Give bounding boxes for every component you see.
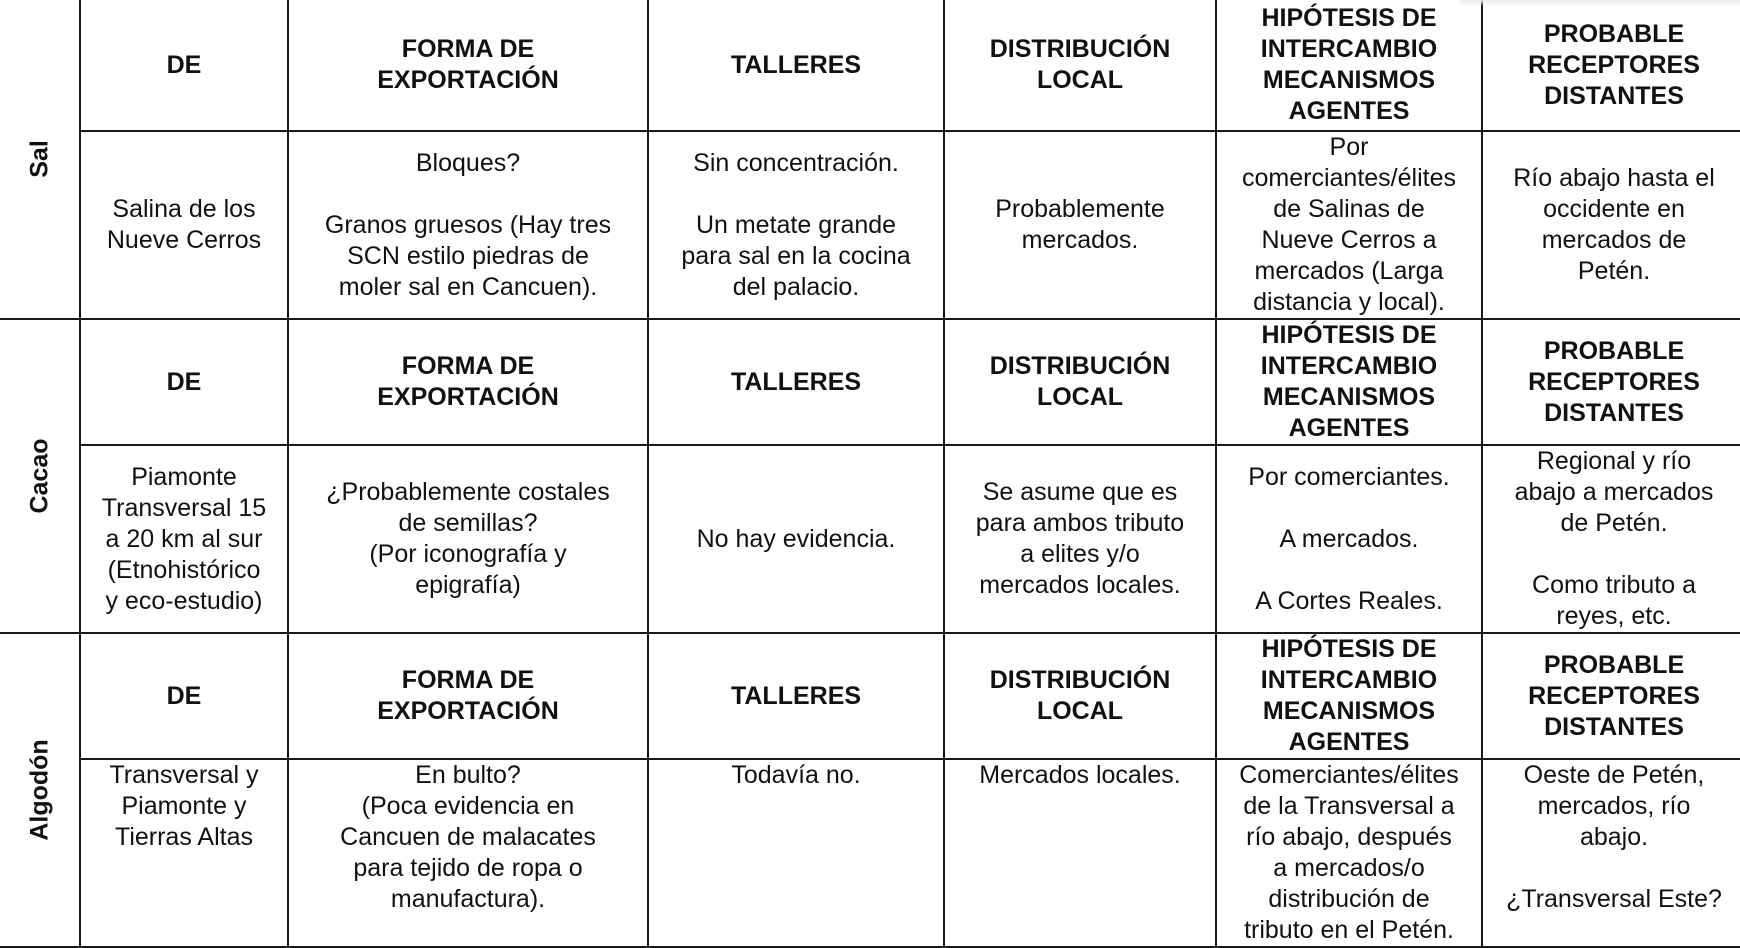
text-line: mercados (Larga (1254, 257, 1444, 285)
text-line: Transversal y (109, 761, 259, 789)
section-label: Sal (25, 140, 53, 178)
text-line (1221, 493, 1477, 524)
text-line: distribución de (1268, 885, 1430, 913)
cell-distribucion-local (944, 759, 1216, 947)
section-label: Cacao (25, 438, 53, 514)
header-talleres (648, 319, 944, 445)
header-hipotesis-intercambio (1216, 319, 1482, 445)
text-line (1221, 555, 1477, 586)
text-line: Piamonte y (121, 792, 247, 820)
text-line: Transversal 15 (101, 493, 267, 522)
cell-hipotesis-intercambio (1216, 445, 1482, 633)
text-line: AGENTES (1288, 728, 1410, 756)
text-line: Todavía no. (731, 761, 861, 789)
cell-hipotesis-intercambio (1216, 759, 1482, 947)
text-line: Un metate grande (695, 210, 897, 239)
cell-de (80, 759, 288, 947)
header-forma-exportacion (288, 633, 648, 759)
text-line: MECANISMOS (1262, 383, 1436, 411)
text-line: LOCAL (1036, 66, 1124, 94)
cell-talleres (648, 131, 944, 319)
text-line: Mercados locales. (979, 761, 1181, 789)
text-line (293, 179, 643, 210)
text-line: Regional y río (1536, 447, 1692, 475)
cell-forma-exportacion (288, 759, 648, 947)
text-line: MECANISMOS (1262, 697, 1436, 725)
text-line: RECEPTORES (1528, 367, 1700, 396)
header-probable-receptores (1482, 633, 1740, 759)
text-line: (Etnohistórico (107, 555, 261, 584)
text-line: EXPORTACIÓN (377, 66, 559, 94)
cell-probable-receptores (1482, 759, 1740, 947)
header-distribucion-local (944, 0, 1216, 131)
text-line: Piamonte (131, 462, 237, 491)
text-line: (Por iconografía y (369, 540, 567, 568)
header-talleres (648, 633, 944, 759)
text-line: ¿Probablemente costales (326, 478, 610, 506)
text-line: Salina de los (112, 195, 256, 223)
cell-distribucion-local (944, 131, 1216, 319)
header-hipotesis-intercambio (1216, 0, 1482, 131)
header-distribucion-local (944, 319, 1216, 445)
section-header-row (0, 319, 1740, 445)
text-line: Nueve Cerros (106, 226, 262, 254)
text-line: SCN estilo piedras de (347, 241, 589, 270)
text-line: de Petén. (1560, 509, 1668, 537)
text-line: Comerciantes/élites (1239, 761, 1459, 789)
text-line: No hay evidencia. (696, 524, 896, 553)
text-line: mercados de (1541, 226, 1687, 254)
text-line: INTERCAMBIO (1260, 35, 1438, 63)
text-line: En bulto? (415, 761, 521, 789)
header-forma-exportacion (288, 0, 648, 131)
cell-de (80, 131, 288, 319)
text-line: distancia y local). (1253, 288, 1445, 316)
text-line: tributo en el Petén. (1244, 916, 1454, 944)
text-line: RECEPTORES (1528, 50, 1700, 79)
text-line: A Cortes Reales. (1255, 586, 1443, 615)
text-line: INTERCAMBIO (1260, 352, 1438, 380)
text-line: mercados locales. (979, 571, 1181, 599)
text-line: DISTANTES (1544, 712, 1684, 741)
text-line: EXPORTACIÓN (377, 697, 559, 725)
text-line: Bloques? (415, 148, 521, 177)
text-line: (Poca evidencia en (361, 792, 575, 820)
text-line: Petén. (1577, 257, 1651, 285)
text-line: DE (166, 367, 202, 396)
text-line: reyes, etc. (1556, 602, 1672, 630)
text-line: de la Transversal a (1243, 792, 1455, 820)
header-distribucion-local (944, 633, 1216, 759)
header-probable-receptores (1482, 0, 1740, 131)
section-body-row (0, 445, 1740, 633)
text-line: para tejido de ropa o (353, 854, 583, 882)
text-line: EXPORTACIÓN (377, 383, 559, 411)
text-line: Oeste de Petén, (1523, 761, 1705, 789)
text-line: DISTANTES (1544, 398, 1684, 427)
text-line: DISTRIBUCIÓN (989, 666, 1171, 694)
text-line: PROBABLE (1543, 336, 1685, 365)
text-line: abajo a mercados (1514, 478, 1714, 506)
text-line: HIPÓTESIS DE (1261, 635, 1437, 663)
text-line: FORMA DE (401, 352, 535, 380)
text-line: moler sal en Cancuen). (338, 272, 598, 301)
cell-de (80, 445, 288, 633)
header-forma-exportacion (288, 319, 648, 445)
text-line: a 20 km al sur (105, 524, 263, 553)
cell-forma-exportacion (288, 131, 648, 319)
text-line: HIPÓTESIS DE (1261, 4, 1437, 32)
text-line: epigrafía) (415, 571, 521, 599)
text-line: AGENTES (1288, 414, 1410, 442)
header-probable-receptores (1482, 319, 1740, 445)
text-line (653, 179, 939, 210)
text-line: río abajo, después (1246, 823, 1452, 851)
text-line: de semillas? (398, 509, 538, 537)
text-line: LOCAL (1036, 697, 1124, 725)
text-line: MECANISMOS (1262, 66, 1436, 94)
text-line: abajo. (1579, 823, 1649, 851)
header-de (80, 0, 288, 131)
text-line: PROBABLE (1543, 19, 1685, 48)
text-line: de Salinas de (1273, 195, 1425, 223)
text-line: del palacio. (732, 272, 860, 301)
text-line: DISTANTES (1544, 81, 1684, 110)
text-line: Sin concentración. (693, 148, 899, 177)
text-line: occidente en (1543, 195, 1685, 223)
text-line: Por (1329, 133, 1369, 161)
text-line: PROBABLE (1543, 650, 1685, 679)
section-label: Algodón (25, 739, 53, 841)
text-line: para ambos tributo (975, 509, 1185, 537)
section-label-cell (0, 633, 80, 947)
header-talleres (648, 0, 944, 131)
text-line: a elites y/o (1020, 540, 1140, 568)
text-line: mercados, río (1537, 792, 1691, 820)
text-line: Cancuen de malacates (340, 823, 596, 851)
text-line: A mercados. (1279, 524, 1419, 553)
text-line: LOCAL (1036, 383, 1124, 411)
section-label-cell (0, 319, 80, 633)
text-line: FORMA DE (401, 35, 535, 63)
text-line: ¿Transversal Este? (1506, 885, 1722, 913)
text-line: TALLERES (730, 50, 862, 79)
text-line: Se asume que es (982, 478, 1178, 506)
cell-hipotesis-intercambio (1216, 131, 1482, 319)
header-hipotesis-intercambio (1216, 633, 1482, 759)
text-line: DISTRIBUCIÓN (989, 35, 1171, 63)
section-body-row (0, 131, 1740, 319)
text-line: TALLERES (730, 367, 862, 396)
text-line: Probablemente (995, 195, 1165, 223)
text-line: a mercados/o (1273, 854, 1425, 882)
text-line: Nueve Cerros a (1261, 226, 1437, 254)
window-edge-shadow (1460, 0, 1740, 6)
text-line: TALLERES (730, 681, 862, 710)
header-de (80, 633, 288, 759)
text-line: Por comerciantes. (1248, 462, 1450, 491)
text-line: manufactura). (390, 885, 546, 913)
section-header-row (0, 633, 1740, 759)
cell-distribucion-local (944, 445, 1216, 633)
text-line: AGENTES (1288, 97, 1410, 125)
section-label-cell (0, 0, 80, 319)
cell-talleres (648, 759, 944, 947)
cell-talleres (648, 445, 944, 633)
cell-forma-exportacion (288, 445, 648, 633)
text-line: INTERCAMBIO (1260, 666, 1438, 694)
text-line: Como tributo a (1532, 571, 1696, 599)
text-line: Río abajo hasta el (1513, 164, 1715, 192)
text-line: mercados. (1021, 226, 1139, 254)
text-line: Granos gruesos (Hay tres (324, 210, 612, 239)
section-header-row (0, 0, 1740, 131)
text-line: HIPÓTESIS DE (1261, 321, 1437, 349)
text-line: FORMA DE (401, 666, 535, 694)
header-de (80, 319, 288, 445)
text-line: Tierras Altas (114, 823, 253, 851)
cell-probable-receptores (1482, 445, 1740, 633)
section-body-row (0, 759, 1740, 947)
text-line: para sal en la cocina (681, 241, 911, 270)
cell-probable-receptores (1482, 131, 1740, 319)
text-line: DE (166, 50, 202, 79)
text-line: DE (166, 681, 202, 710)
text-line: y eco-estudio) (105, 586, 263, 615)
text-line (1487, 539, 1740, 570)
text-line: comerciantes/élites (1242, 164, 1456, 192)
text-line: RECEPTORES (1528, 681, 1700, 710)
text-line: DISTRIBUCIÓN (989, 352, 1171, 380)
text-line (1487, 853, 1740, 884)
